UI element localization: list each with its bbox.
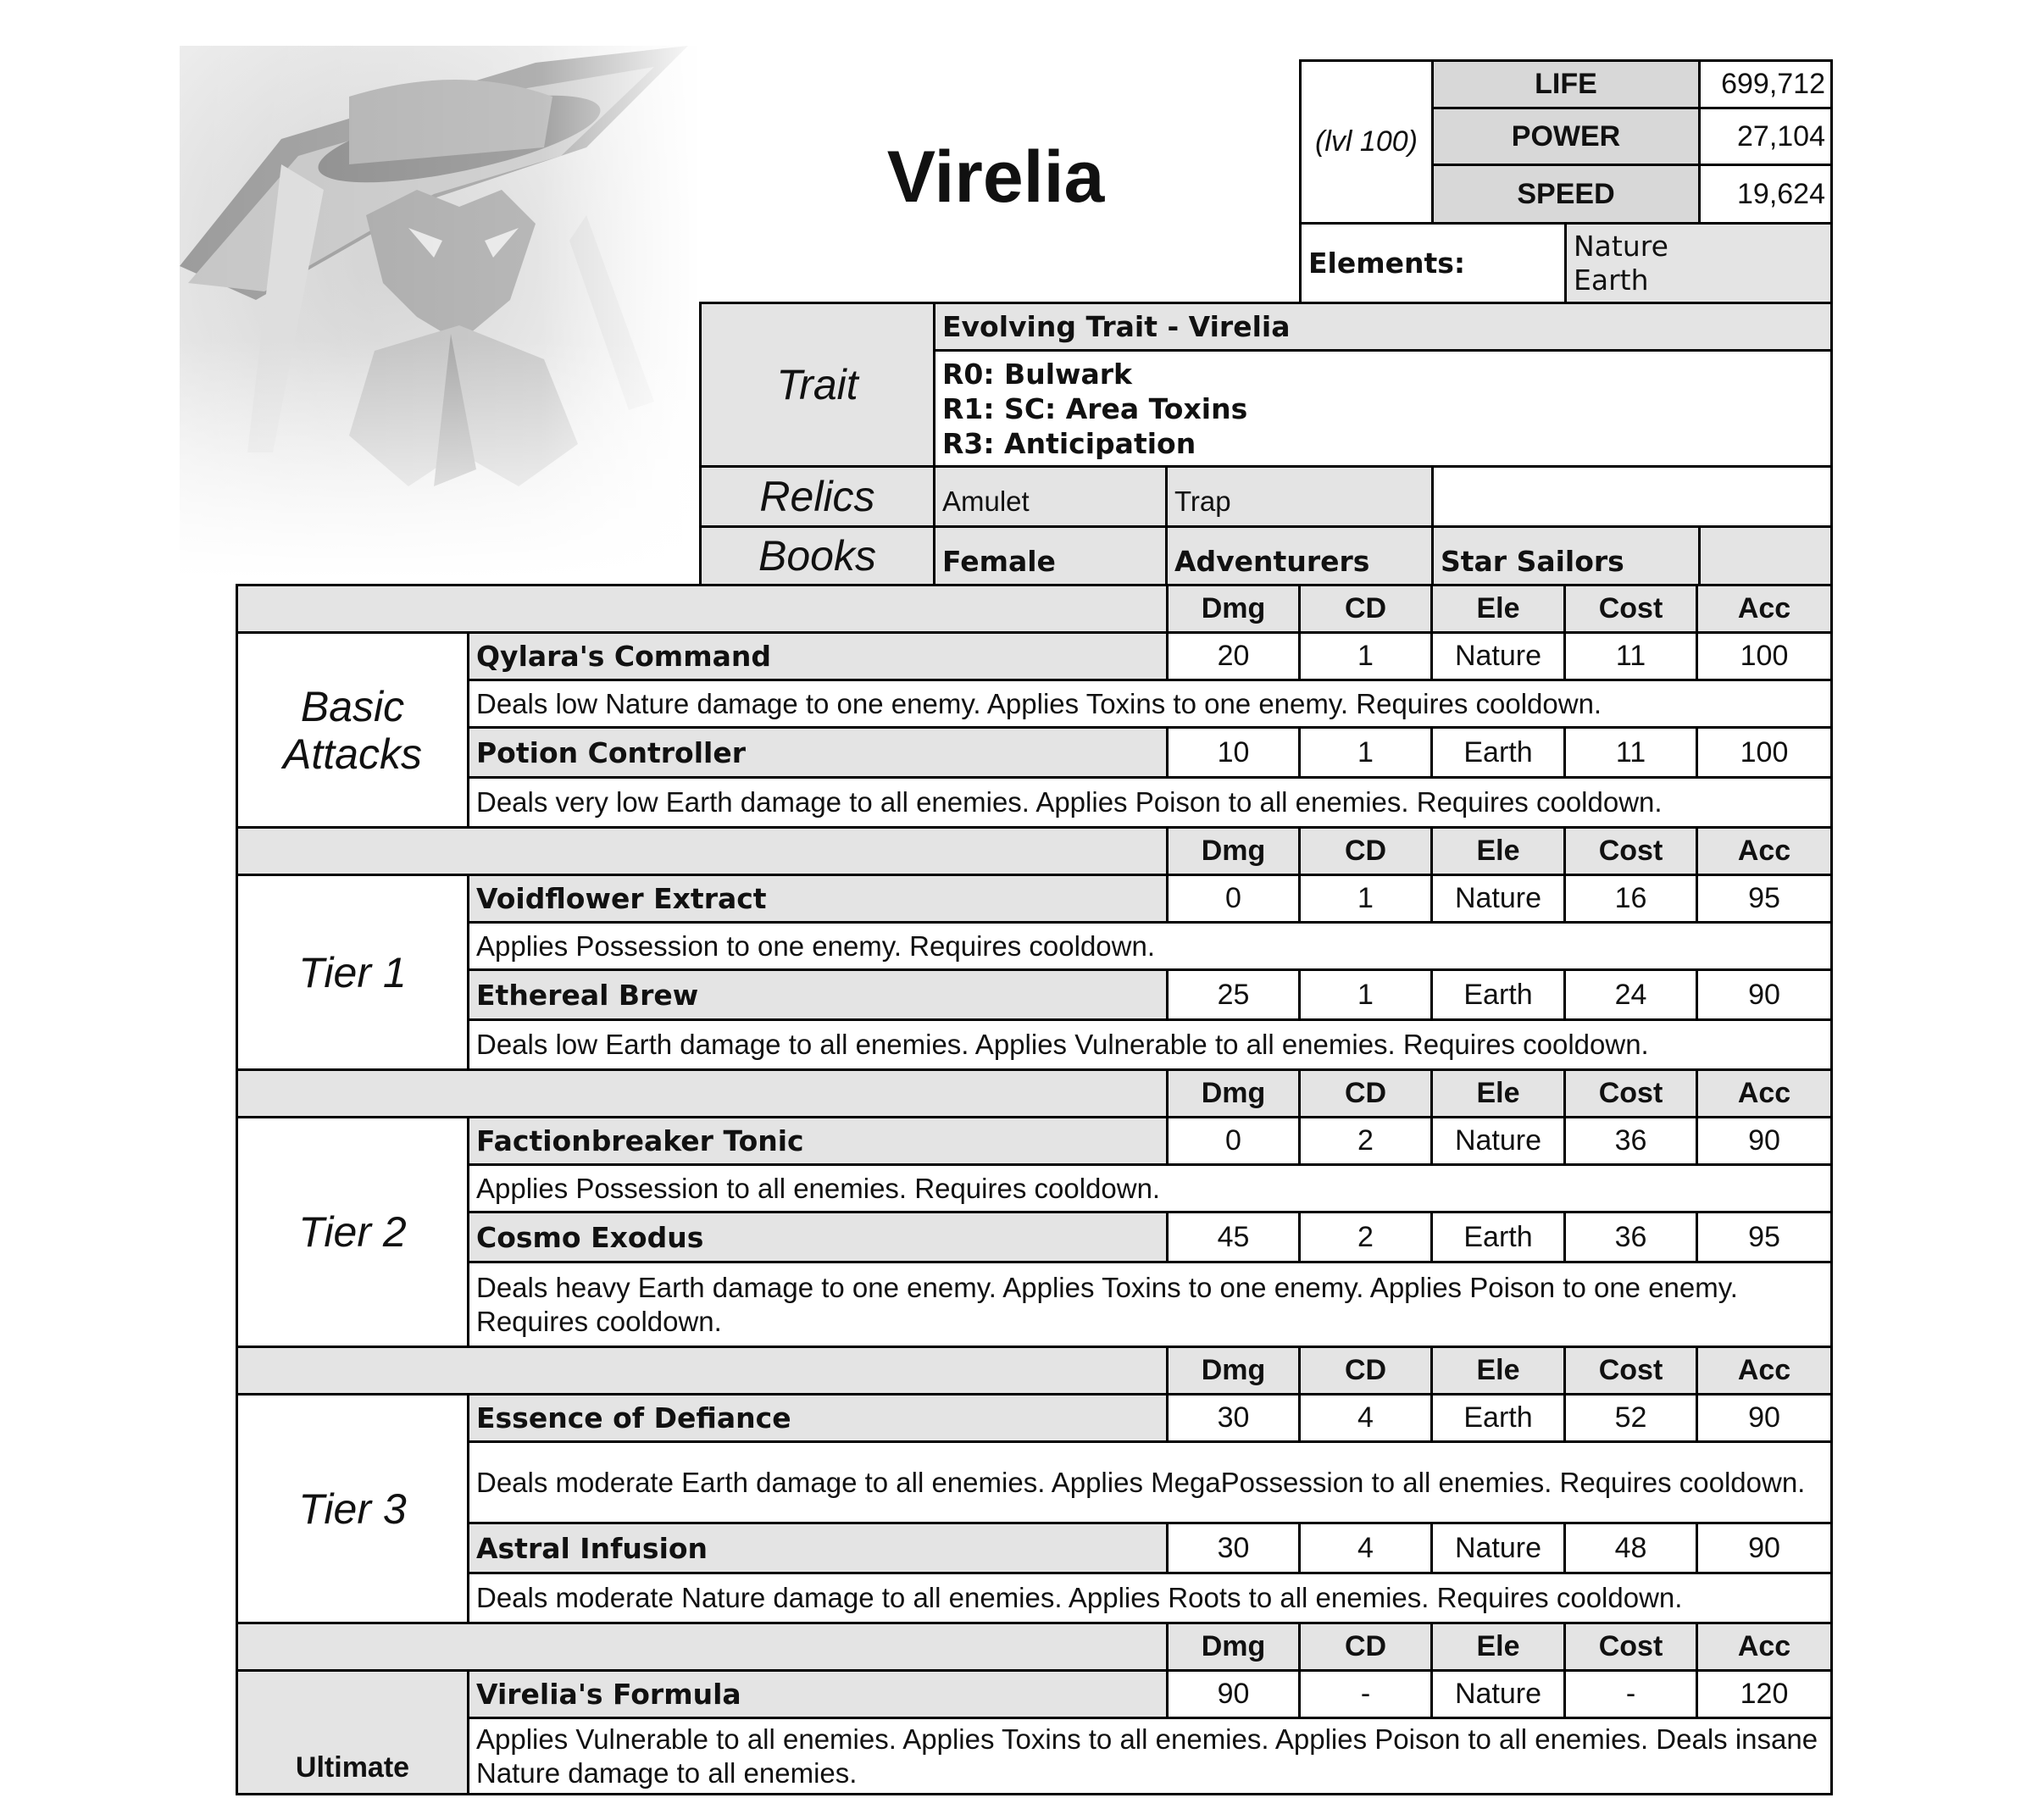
skill-dmg: 20 [1166,631,1301,681]
col-header-cost: Cost [1563,1346,1698,1396]
skill-name: Potion Controller [467,726,1169,779]
skill-dmg: 10 [1166,726,1301,779]
stat-value-power: 27,104 [1698,107,1833,166]
skill-dmg: 30 [1166,1393,1301,1443]
skill-description: Deals low Nature damage to one enemy. Applies Toxins to one enemy. Requires cooldown. [467,679,1833,729]
skill-cd: 2 [1298,1211,1433,1263]
skill-name: Voidflower Extract [467,874,1169,924]
skill-description: Deals low Earth damage to all enemies. Applies Vulnerable to all enemies. Requires cooldown. [467,1018,1833,1071]
element-earth: Earth [1574,263,1649,297]
skill-element: Nature [1430,631,1566,681]
skill-dmg: 45 [1166,1211,1301,1263]
col-header-cost: Cost [1563,1068,1698,1118]
stat-value-speed: 19,624 [1698,164,1833,225]
col-header-cd: CD [1298,1068,1433,1118]
elements-values [1564,222,1833,304]
trait-rank-r0: R0: Bulwark [942,357,1132,391]
section-label-tier-3: Tier 3 [236,1393,469,1624]
book-adventurers: Adventurers [1165,525,1434,586]
trait-rank-r1: R1: SC: Area Toxins [942,391,1248,425]
book-star-sailors: Star Sailors [1431,525,1701,586]
elements-label: Elements: [1299,222,1567,304]
section-label-ultimate: Ultimate [236,1669,469,1795]
skill-name: Factionbreaker Tonic [467,1116,1169,1166]
col-header-acc: Acc [1696,584,1833,634]
header-spacer [236,826,1169,876]
skill-cost: 24 [1563,968,1698,1021]
header-spacer [236,1346,1169,1396]
stat-label-life: LIFE [1431,59,1701,109]
skill-accuracy: 90 [1696,1393,1833,1443]
skill-description: Deals heavy Earth damage to one enemy. Applies Toxins to one enemy. Applies Poison to one enemy. Requires cooldown. [467,1261,1833,1348]
col-header-ele: Ele [1430,584,1566,634]
skill-name: Astral Infusion [467,1522,1169,1574]
relics-label: Relics [699,465,935,528]
skill-dmg: 0 [1166,874,1301,924]
skill-dmg: 90 [1166,1669,1301,1719]
skill-element: Nature [1430,1116,1566,1166]
col-header-ele: Ele [1430,826,1566,876]
col-header-ele: Ele [1430,1068,1566,1118]
skill-cost: - [1563,1669,1698,1719]
skill-name: Cosmo Exodus [467,1211,1169,1263]
col-header-dmg: Dmg [1166,1068,1301,1118]
skill-accuracy: 95 [1696,1211,1833,1263]
books-label: Books [699,525,935,586]
skill-cd: - [1298,1669,1433,1719]
skill-element: Earth [1430,1211,1566,1263]
col-header-ele: Ele [1430,1346,1566,1396]
stat-value-life: 699,712 [1698,59,1833,109]
skill-cost: 36 [1563,1116,1698,1166]
skill-description: Deals very low Earth damage to all enemies. Applies Poison to all enemies. Requires cooldown. [467,776,1833,829]
skill-cost: 11 [1563,726,1698,779]
skill-accuracy: 100 [1696,631,1833,681]
skill-cd: 4 [1298,1522,1433,1574]
skill-element: Earth [1430,1393,1566,1443]
trait-ranks [933,349,1833,468]
relic-trap: Trap [1165,465,1434,528]
trait-label: Trait [699,302,935,468]
skill-cd: 2 [1298,1116,1433,1166]
skill-accuracy: 90 [1696,1522,1833,1574]
relic-empty [1431,465,1833,528]
col-header-cd: CD [1298,584,1433,634]
skill-element: Nature [1430,1522,1566,1574]
header-spacer [236,584,1169,634]
character-name: Virelia [886,136,1105,218]
trait-rank-r3: R3: Anticipation [942,426,1196,460]
skill-dmg: 25 [1166,968,1301,1021]
col-header-ele: Ele [1430,1622,1566,1672]
skill-accuracy: 90 [1696,1116,1833,1166]
skill-accuracy: 90 [1696,968,1833,1021]
section-label-basic-attacks: Basic Attacks [236,631,469,829]
stat-label-speed: SPEED [1431,164,1701,225]
character-portrait [180,46,697,580]
skill-accuracy: 120 [1696,1669,1833,1719]
col-header-cd: CD [1298,826,1433,876]
col-header-acc: Acc [1696,826,1833,876]
skill-cost: 11 [1563,631,1698,681]
col-header-cost: Cost [1563,584,1698,634]
skill-name: Virelia's Formula [467,1669,1169,1719]
col-header-dmg: Dmg [1166,826,1301,876]
skill-name: Qylara's Command [467,631,1169,681]
col-header-cost: Cost [1563,826,1698,876]
skill-accuracy: 95 [1696,874,1833,924]
skill-cd: 1 [1298,874,1433,924]
header-spacer [236,1068,1169,1118]
skill-dmg: 30 [1166,1522,1301,1574]
element-nature: Nature [1574,229,1668,263]
section-label-tier-1: Tier 1 [236,874,469,1071]
skill-description: Deals moderate Nature damage to all enemies. Applies Roots to all enemies. Requires cooldown. [467,1572,1833,1624]
col-header-cd: CD [1298,1346,1433,1396]
skill-dmg: 0 [1166,1116,1301,1166]
col-header-cd: CD [1298,1622,1433,1672]
skill-description: Applies Possession to one enemy. Requires cooldown. [467,921,1833,971]
col-header-acc: Acc [1696,1622,1833,1672]
book-empty [1698,525,1833,586]
skill-name: Ethereal Brew [467,968,1169,1021]
col-header-dmg: Dmg [1166,584,1301,634]
skill-cost: 52 [1563,1393,1698,1443]
level-label: (lvl 100) [1299,59,1434,225]
skill-description: Applies Vulnerable to all enemies. Applies Toxins to all enemies. Applies Poison to all enemies. Deals insane Nature damage to all enemies. [467,1717,1833,1795]
col-header-cost: Cost [1563,1622,1698,1672]
relic-amulet: Amulet [933,465,1168,528]
header-spacer [236,1622,1169,1672]
skill-description: Deals moderate Earth damage to all enemies. Applies MegaPossession to all enemies. Requires cooldown. [467,1440,1833,1524]
skill-cd: 1 [1298,968,1433,1021]
trait-title: Evolving Trait - Virelia [933,302,1833,352]
skill-cost: 48 [1563,1522,1698,1574]
skill-element: Earth [1430,726,1566,779]
skill-cd: 1 [1298,631,1433,681]
section-label-tier-2: Tier 2 [236,1116,469,1348]
stat-label-power: POWER [1431,107,1701,166]
skill-cd: 4 [1298,1393,1433,1443]
skill-name: Essence of Defiance [467,1393,1169,1443]
skill-element: Nature [1430,874,1566,924]
col-header-dmg: Dmg [1166,1346,1301,1396]
col-header-dmg: Dmg [1166,1622,1301,1672]
skill-cd: 1 [1298,726,1433,779]
skill-element: Nature [1430,1669,1566,1719]
skill-cost: 16 [1563,874,1698,924]
skill-element: Earth [1430,968,1566,1021]
skill-accuracy: 100 [1696,726,1833,779]
book-female: Female [933,525,1168,586]
col-header-acc: Acc [1696,1346,1833,1396]
col-header-acc: Acc [1696,1068,1833,1118]
skill-cost: 36 [1563,1211,1698,1263]
skill-description: Applies Possession to all enemies. Requires cooldown. [467,1163,1833,1213]
